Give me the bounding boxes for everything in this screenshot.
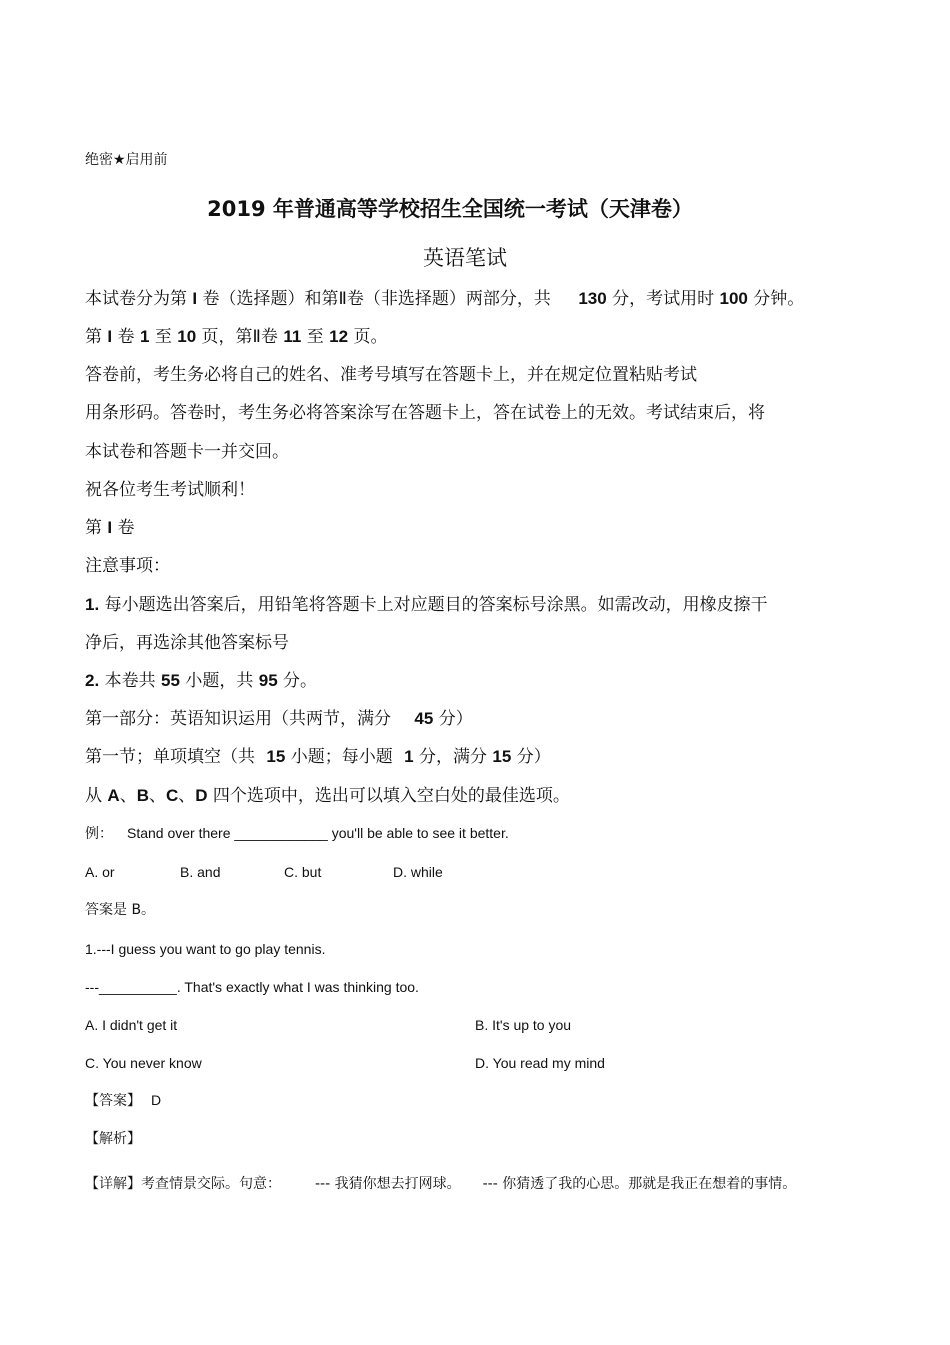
q1-prompt: 1.---I guess you want to go play tennis. — [85, 941, 326, 957]
q1-detail: 【详解】考查情景交际。句意： --- 我猜你想去打网球。 --- 你猜透了我的心思。那就是我正在想着的事情。 — [85, 1176, 797, 1192]
q1-option-b: B. It's up to you — [475, 1017, 572, 1033]
intro-line-4: 用条形码。答卷时，考生务必将答案涂写在答题卡上，答在试卷上的无效。考试结束后，将 — [85, 403, 765, 423]
example-option-a: A. or — [85, 864, 115, 880]
example-option-b: B. and — [180, 864, 221, 880]
example-option-c: C. but — [284, 864, 322, 880]
intro-line-2: 第 I 卷 1 至 10 页，第Ⅱ卷 11 至 12 页。 — [85, 327, 388, 347]
q1-response: ---__________. That's exactly what I was thinking too. — [85, 979, 419, 995]
exam-subtitle: 英语笔试 — [423, 246, 507, 270]
q1-option-d: D. You read my mind — [475, 1055, 605, 1071]
instructions: 从 A、B、C、D 四个选项中，选出可以填入空白处的最佳选项。 — [85, 786, 570, 806]
note-2: 2. 本卷共 55 小题，共 95 分。 — [85, 671, 318, 691]
q1-analysis-label: 【解析】 — [85, 1131, 141, 1147]
example-question: 例： Stand over there ____________ you'll be able to see it better. — [85, 825, 509, 842]
notes-title: 注意事项： — [85, 556, 170, 576]
q1-option-a: A. I didn't get it — [85, 1017, 178, 1033]
subsection-heading: 第一节；单项填空（共 15 小题；每小题 1 分，满分 15 分） — [85, 747, 551, 767]
note-1-cont: 净后，再选涂其他答案标号 — [85, 633, 289, 653]
section-heading: 第一部分：英语知识运用（共两节，满分 45 分） — [85, 709, 473, 729]
example-answer: 答案是 B。 — [85, 902, 156, 918]
part-heading: 第 I 卷 — [85, 518, 135, 538]
intro-line-1: 本试卷分为第 I 卷（选择题）和第Ⅱ卷（非选择题）两部分，共 130 分，考试用时 100 分钟。 — [85, 289, 805, 309]
intro-line-6: 祝各位考生考试顺利！ — [85, 480, 255, 500]
q1-answer: 【答案】 D — [85, 1092, 162, 1109]
q1-option-c: C. You never know — [85, 1055, 202, 1071]
intro-line-3: 答卷前，考生务必将自己的姓名、准考号填写在答题卡上，并在规定位置粘贴考试 — [85, 365, 697, 385]
exam-title: 2019 年普通高等学校招生全国统一考试（天津卷） — [207, 197, 693, 221]
confidential-mark: 绝密★启用前 — [85, 152, 168, 168]
intro-line-5: 本试卷和答题卡一并交回。 — [85, 442, 289, 462]
example-option-d: D. while — [393, 864, 443, 880]
note-1: 1. 每小题选出答案后，用铅笔将答题卡上对应题目的答案标号涂黑。如需改动，用橡皮擦干 — [85, 595, 768, 615]
